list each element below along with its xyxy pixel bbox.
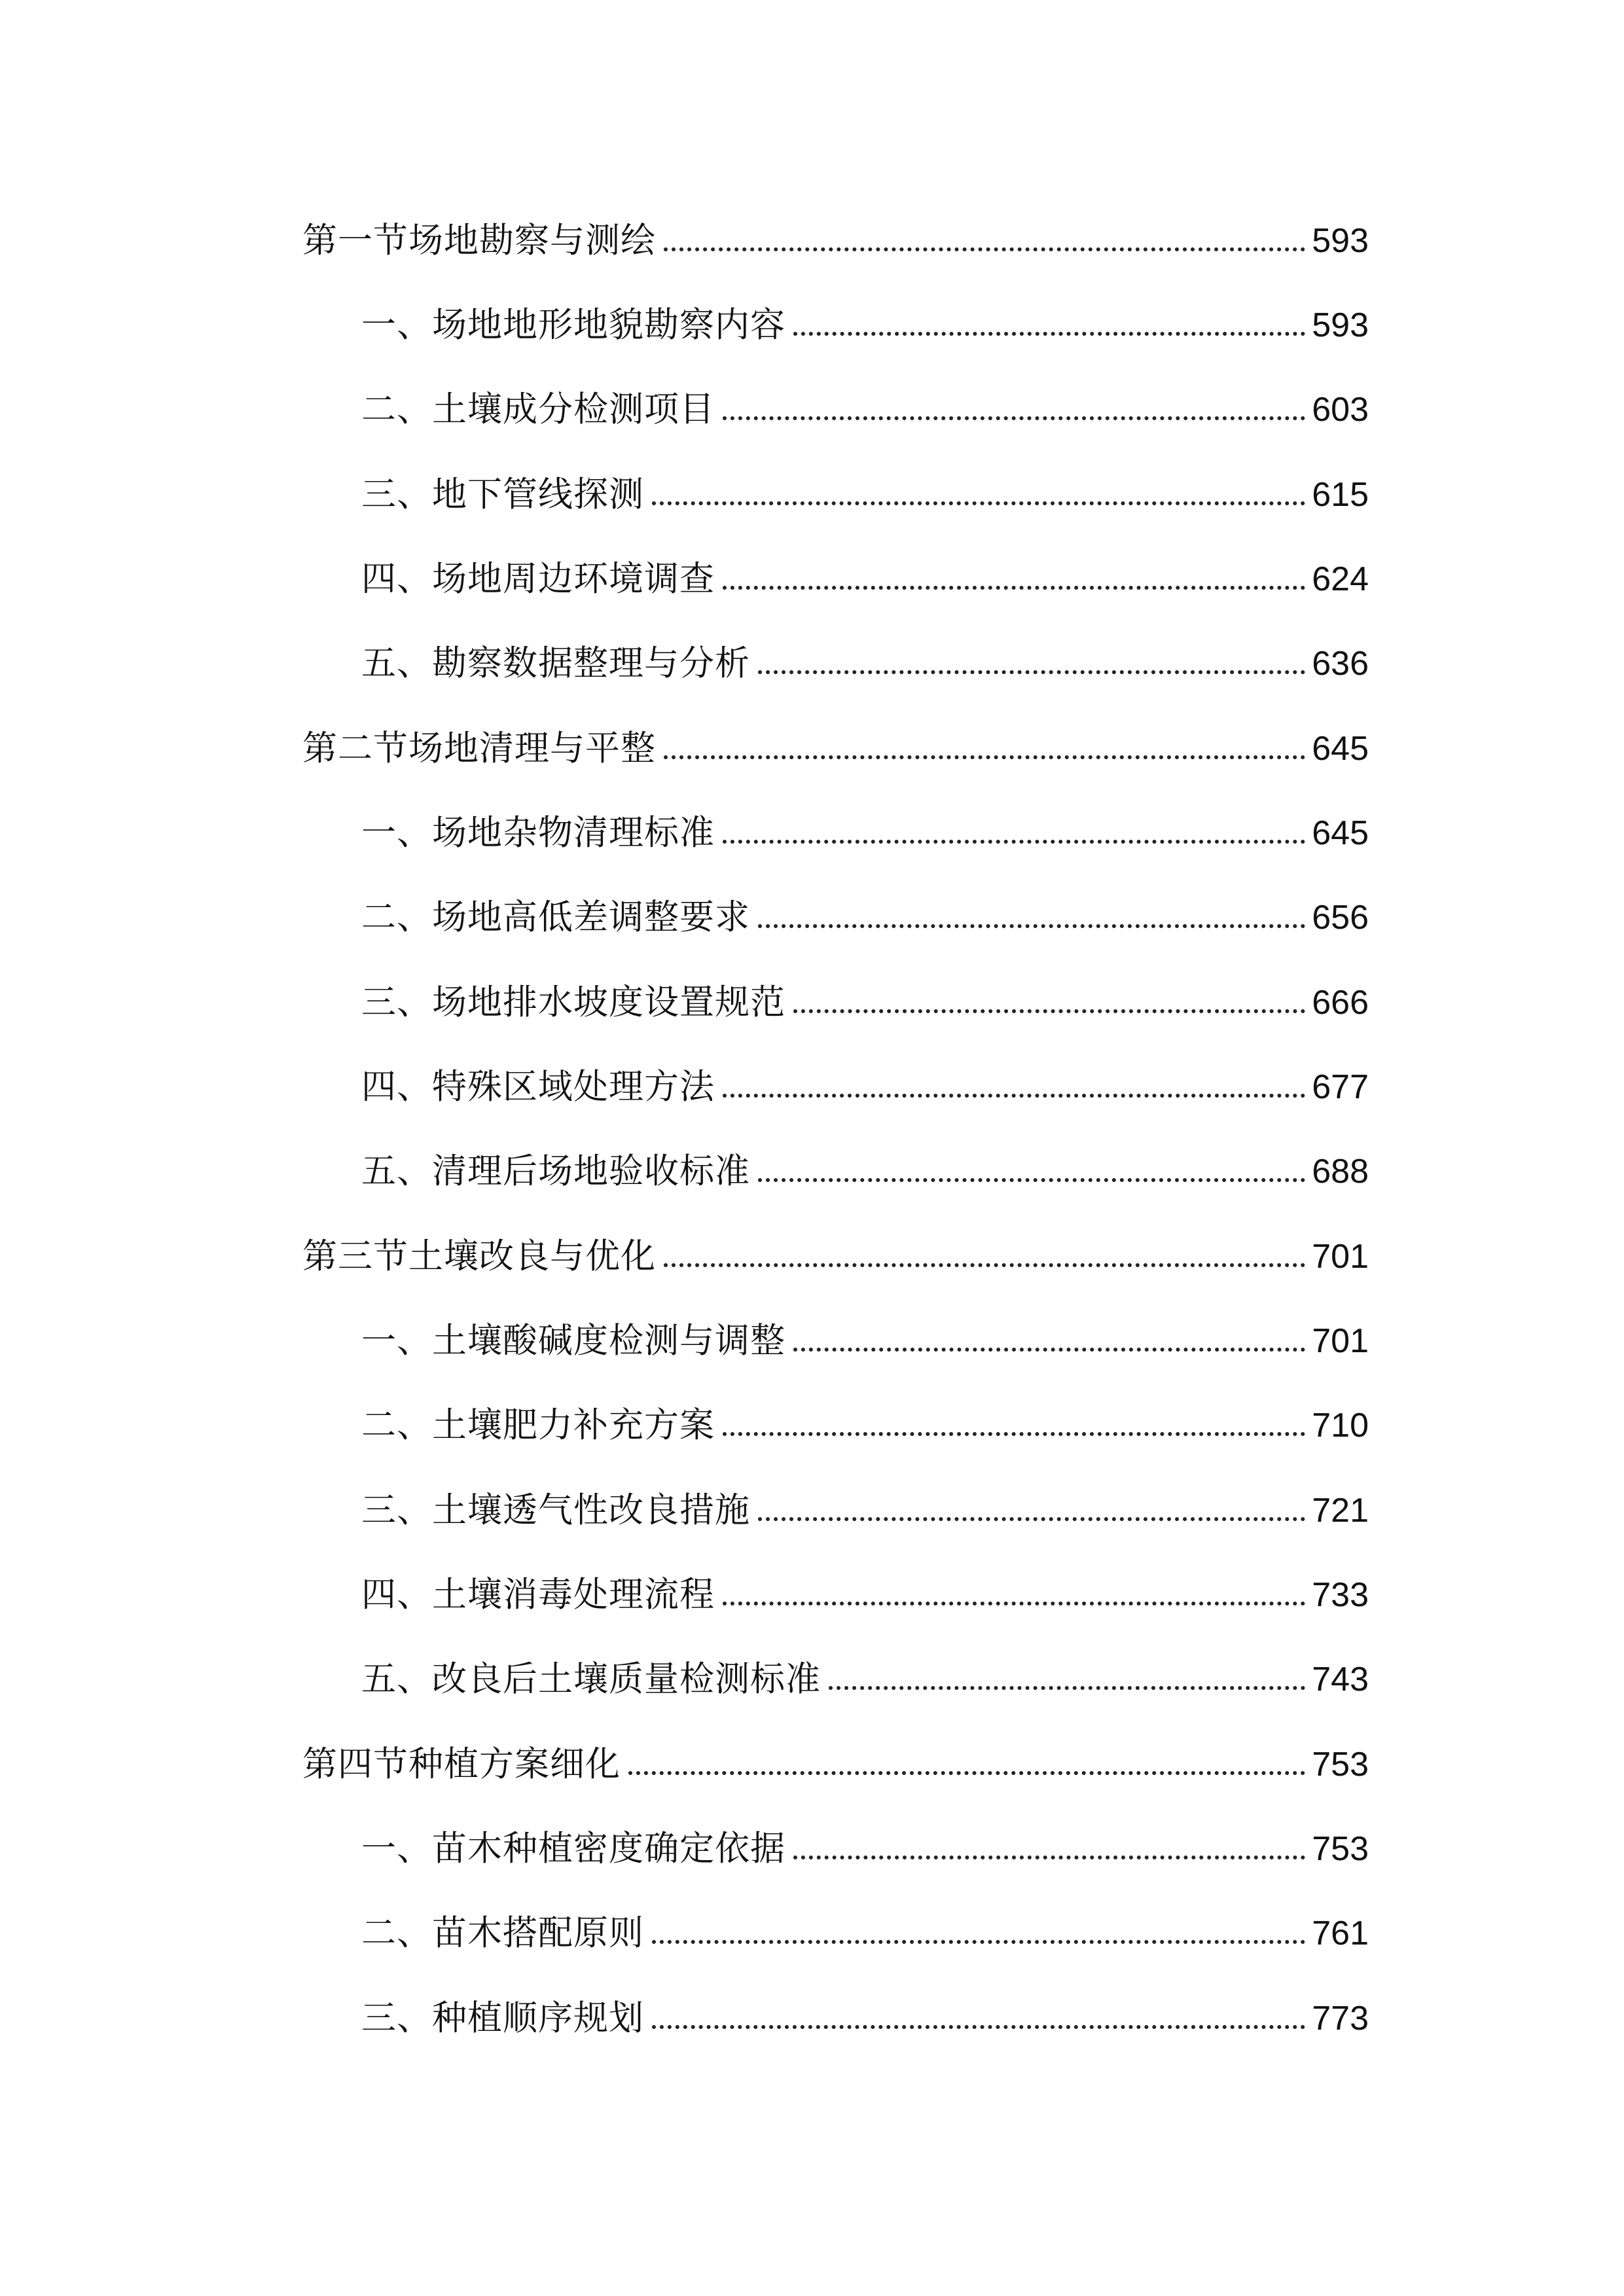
toc-page-number: 624 (1312, 560, 1369, 598)
dot-leader (758, 670, 1305, 674)
toc-entry-label: 二、苗木搭配原则 (361, 1913, 644, 1953)
toc-page-number: 656 (1312, 899, 1369, 937)
toc-page-number: 773 (1312, 2000, 1369, 2037)
toc-entry[interactable] (361, 886, 1369, 939)
dot-leader (652, 1940, 1305, 1944)
dot-leader (793, 1348, 1305, 1352)
toc-page-number: 701 (1312, 1322, 1369, 1360)
dot-leader (793, 332, 1305, 336)
toc-entry-label: 一、土壤酸碱度检测与调整 (361, 1321, 785, 1361)
toc-entry[interactable] (361, 971, 1369, 1024)
dot-leader (758, 924, 1305, 928)
toc-entry[interactable] (361, 294, 1369, 346)
toc-page-number: 636 (1312, 645, 1369, 683)
toc-entry-label: 三、种植顺序规划 (361, 1998, 644, 2038)
toc-page-number: 593 (1312, 306, 1369, 344)
dot-leader (723, 1094, 1305, 1098)
toc-entry[interactable] (361, 802, 1369, 854)
toc-entry-label: 四、场地周边环境调查 (361, 559, 715, 599)
toc-entry-label: 四、特殊区域处理方法 (361, 1067, 715, 1107)
dot-leader (723, 840, 1305, 844)
toc-page-number: 615 (1312, 476, 1369, 514)
toc-entry-label: 五、清理后场地验收标准 (361, 1151, 750, 1191)
dot-leader (652, 501, 1305, 505)
toc-entry-label: 五、勘察数据整理与分析 (361, 643, 750, 683)
dot-leader (664, 755, 1305, 759)
toc-entry[interactable] (361, 1987, 1369, 2039)
dot-leader (664, 1263, 1305, 1267)
toc-page-number: 593 (1312, 222, 1369, 260)
toc-page-number: 645 (1312, 814, 1369, 852)
toc-page-number: 603 (1312, 391, 1369, 429)
dot-leader (652, 2025, 1305, 2029)
toc-page-number: 733 (1312, 1576, 1369, 1614)
toc-entry[interactable] (302, 209, 1369, 262)
dot-leader (628, 1771, 1305, 1775)
dot-leader (723, 586, 1305, 590)
toc-entry-label: 二、场地高低差调整要求 (361, 897, 750, 937)
dot-leader (793, 1856, 1305, 1859)
toc-page-number: 710 (1312, 1407, 1369, 1444)
toc-page-number: 761 (1312, 1914, 1369, 1952)
toc-entry-label: 第二节场地清理与平整 (302, 728, 656, 768)
toc-entry[interactable] (361, 632, 1369, 685)
toc-entry-label: 三、土壤透气性改良措施 (361, 1490, 750, 1530)
toc-entry-label: 三、场地排水坡度设置规范 (361, 982, 785, 1022)
dot-leader (829, 1686, 1305, 1690)
toc-page-number: 677 (1312, 1068, 1369, 1106)
toc-page-number: 688 (1312, 1153, 1369, 1191)
dot-leader (758, 1178, 1305, 1182)
toc-entry-label: 二、土壤成分检测项目 (361, 389, 715, 429)
toc-page-number: 743 (1312, 1660, 1369, 1698)
dot-leader (793, 1009, 1305, 1013)
toc-page-number: 753 (1312, 1746, 1369, 1784)
toc-entry[interactable] (361, 1394, 1369, 1446)
toc-entry-label: 五、改良后土壤质量检测标准 (361, 1659, 821, 1699)
toc-entry-label: 三、地下管线探测 (361, 475, 644, 514)
dot-leader (723, 1602, 1305, 1605)
toc-entry[interactable] (361, 378, 1369, 431)
toc-entry[interactable] (361, 1310, 1369, 1362)
toc-entry-label: 第一节场地勘察与测绘 (302, 221, 656, 260)
dot-leader (723, 416, 1305, 420)
toc-entry[interactable] (361, 1818, 1369, 1870)
toc-entry[interactable] (361, 1140, 1369, 1193)
toc-entry-label: 第四节种植方案细化 (302, 1744, 621, 1784)
toc-entry[interactable] (361, 1056, 1369, 1108)
toc-entry-label: 第三节土壤改良与优化 (302, 1236, 656, 1276)
toc-entry[interactable] (361, 1479, 1369, 1532)
dot-leader (758, 1517, 1305, 1521)
toc-page-number: 721 (1312, 1492, 1369, 1530)
toc-entry[interactable] (361, 548, 1369, 600)
toc-entry-label: 一、场地杂物清理标准 (361, 813, 715, 853)
toc-entry[interactable] (361, 1564, 1369, 1616)
toc-entry[interactable] (302, 1733, 1369, 1785)
toc-entry-label: 一、苗木种植密度确定依据 (361, 1829, 785, 1869)
dot-leader (664, 247, 1305, 251)
toc-entry-label: 二、土壤肥力补充方案 (361, 1405, 715, 1445)
toc-entry-label: 一、场地地形地貌勘察内容 (361, 305, 785, 345)
toc-entry[interactable] (302, 717, 1369, 770)
toc-entry[interactable] (361, 1648, 1369, 1700)
toc-entry[interactable] (361, 463, 1369, 516)
toc-page-number: 701 (1312, 1238, 1369, 1276)
toc-page-number: 645 (1312, 730, 1369, 768)
toc-entry[interactable] (302, 1225, 1369, 1278)
toc-entry-label: 四、土壤消毒处理流程 (361, 1575, 715, 1615)
toc-page-number: 666 (1312, 984, 1369, 1022)
toc-entry[interactable] (361, 1902, 1369, 1954)
dot-leader (723, 1432, 1305, 1436)
toc-page-number: 753 (1312, 1830, 1369, 1868)
